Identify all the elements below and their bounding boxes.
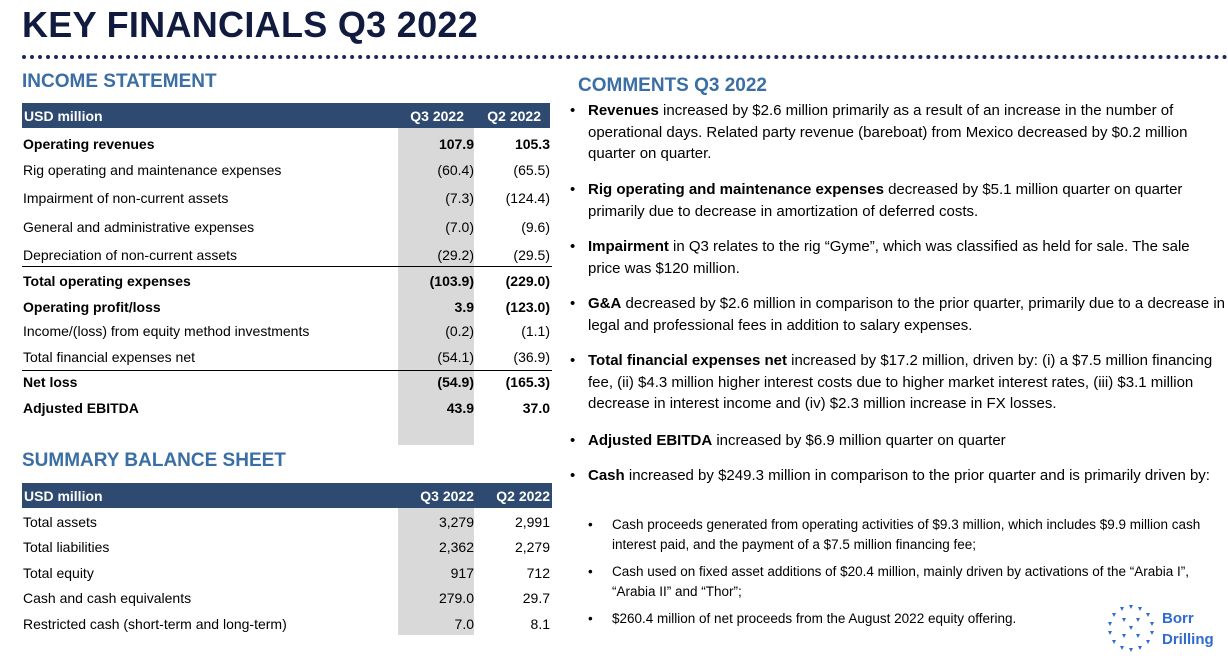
row-label: Total liabilities: [23, 539, 110, 555]
row-value-q3: 3,279: [438, 514, 474, 530]
row-value-q3: (7.3): [445, 190, 474, 206]
table-rule: [22, 266, 552, 267]
borr-drilling-logo-mark: [1106, 604, 1156, 652]
table-row: [22, 539, 552, 559]
row-label: Total financial expenses net: [23, 349, 195, 365]
comment-item: [570, 100, 1225, 166]
comment-text: [588, 100, 1225, 165]
table-row: [22, 247, 552, 267]
row-value-q3: (54.1): [437, 349, 474, 365]
comment-body: increased by $249.3 million in comparison to the prior quarter and is primarily driven by:: [624, 467, 1210, 484]
row-label: Restricted cash (short-term and long-term): [23, 616, 287, 632]
row-label: Total operating expenses: [23, 273, 191, 289]
row-value-q3: (7.0): [445, 219, 474, 235]
row-value-q3: (103.9): [429, 273, 474, 289]
table-row: [22, 323, 552, 343]
table-row: [22, 136, 552, 156]
table-row: [22, 374, 552, 394]
comment-keyword: Rig operating and maintenance expenses: [588, 181, 884, 198]
comment-text: [588, 293, 1225, 336]
comment-item: [570, 293, 1225, 337]
bullet-icon: •: [588, 564, 593, 579]
row-value-q3: (60.4): [437, 162, 474, 178]
row-value-q2: 8.1: [530, 616, 550, 632]
row-value-q3: 107.9: [438, 136, 474, 152]
table-row: [22, 162, 552, 182]
bullet-icon: •: [570, 432, 576, 449]
row-value-q2: (9.6): [521, 219, 550, 235]
bullet-icon: •: [570, 238, 576, 255]
balance-sheet-title: SUMMARY BALANCE SHEET: [22, 450, 286, 471]
comment-body: increased by $17.2 million, driven by: (i) a $7.5 million financing fee, (ii) $4.3 million higher interest costs due to higher market interest rates, (iii) $3.1 million decrease in interest income and (iv) $2.3 million increase in FX losses.: [588, 352, 1213, 412]
comment-keyword: Impairment: [588, 238, 669, 255]
row-value-q3: 2,362: [438, 539, 474, 555]
table-row: [22, 590, 552, 610]
table-rule: [22, 370, 552, 371]
table-row: [22, 514, 552, 534]
row-value-q3: 7.0: [454, 616, 474, 632]
page-title: KEY FINANCIALS Q3 2022: [22, 4, 479, 45]
row-value-q2: (29.5): [513, 247, 550, 263]
row-value-q2: 2,991: [514, 514, 550, 530]
bullet-icon: •: [588, 611, 593, 626]
header-q2: Q2 2022: [496, 488, 550, 504]
income-statement-title: INCOME STATEMENT: [22, 71, 217, 92]
row-value-q3: 3.9: [454, 299, 474, 315]
comment-item: [570, 350, 1225, 416]
row-label: General and administrative expenses: [23, 219, 255, 235]
row-value-q3: 43.9: [446, 400, 474, 416]
row-value-q2: 712: [526, 565, 550, 581]
table-row: [22, 616, 552, 636]
comment-keyword: G&A: [588, 295, 622, 312]
row-value-q3: 917: [450, 565, 474, 581]
row-value-q2: (65.5): [513, 162, 550, 178]
bullet-icon: •: [570, 352, 576, 369]
row-label: Impairment of non-current assets: [23, 190, 229, 206]
bullet-icon: •: [588, 517, 593, 532]
table-row: [22, 565, 552, 585]
header-q3: Q3 2022: [410, 108, 464, 124]
row-label: Depreciation of non-current assets: [23, 247, 237, 263]
row-label: Income/(loss) from equity method investments: [23, 323, 310, 339]
comment-sub-text: $260.4 million of net proceeds from the August 2022 equity offering.: [612, 611, 1017, 626]
header-label: USD million: [24, 108, 103, 124]
table-row: [22, 219, 552, 239]
row-value-q2: (229.0): [505, 273, 550, 289]
row-label: Net loss: [23, 374, 78, 390]
comment-body: in Q3 relates to the rig “Gyme”, which was classified as held for sale. The sale price was $120 million.: [588, 238, 1190, 277]
bullet-icon: •: [570, 467, 576, 484]
comment-keyword: Adjusted EBITDA: [588, 432, 713, 449]
table-row: [22, 400, 552, 420]
table-row: [22, 190, 552, 210]
comment-keyword: Revenues: [588, 102, 659, 119]
bullet-icon: •: [570, 181, 576, 198]
comment-item: [570, 236, 1225, 280]
comment-sub-text: Cash used on fixed asset additions of $20.4 million, mainly driven by activations of the “Arabia I”, “Arabia II” and “Thor”;: [612, 564, 1190, 599]
row-label: Total equity: [23, 565, 94, 581]
comment-text: [588, 350, 1225, 415]
header-q3: Q3 2022: [420, 488, 474, 504]
row-label: Adjusted EBITDA: [23, 400, 139, 416]
comment-sub-item: [588, 515, 1225, 555]
balance-sheet-table: [22, 483, 552, 638]
row-label: Total assets: [23, 514, 97, 530]
row-value-q2: (36.9): [513, 349, 550, 365]
comment-body: increased by $2.6 million primarily as a result of an increase in the number of operational days. Related party revenue (bareboat) from Mexico decreased by $0.2 million quarter on quarter.: [588, 102, 1188, 162]
row-value-q2: 29.7: [522, 590, 550, 606]
comment-body: decreased by $5.1 million quarter on quarter primarily due to decrease in amortization of deferred costs.: [588, 181, 1183, 220]
bullet-icon: •: [570, 102, 576, 119]
table-row: [22, 299, 552, 319]
comment-item: [570, 430, 1225, 452]
income-table-header: [22, 103, 550, 128]
row-value-q2: (165.3): [505, 374, 550, 390]
row-value-q2: 2,279: [514, 539, 550, 555]
row-label: Cash and cash equivalents: [23, 590, 192, 606]
header-q2: Q2 2022: [487, 108, 541, 124]
logo-text: [1162, 608, 1214, 650]
row-value-q2: (1.1): [521, 323, 550, 339]
row-value-q2: (124.4): [505, 190, 550, 206]
row-label: Operating profit/loss: [23, 299, 161, 315]
bullet-icon: •: [570, 295, 576, 312]
table-row: [22, 273, 552, 293]
comment-text: [588, 430, 1225, 452]
row-value-q2: 105.3: [514, 136, 550, 152]
comment-item: [570, 465, 1225, 509]
title-divider: [22, 55, 1228, 59]
comment-text: [588, 236, 1225, 279]
comments-title: COMMENTS Q3 2022: [578, 75, 767, 96]
comment-keyword: Cash: [588, 467, 625, 484]
comment-item: [570, 179, 1225, 223]
header-label: USD million: [24, 488, 103, 504]
table-row: [22, 349, 552, 369]
row-value-q3: (29.2): [437, 247, 474, 263]
comment-text: [588, 179, 1225, 222]
row-value-q2: (123.0): [505, 299, 550, 315]
balance-table-header: [22, 483, 552, 508]
comment-sub-item: [588, 562, 1225, 602]
row-value-q3: (54.9): [437, 374, 474, 390]
row-label: Operating revenues: [23, 136, 155, 152]
comment-body: decreased by $2.6 million in comparison to the prior quarter, primarily due to a decrease in legal and professional fees in addition to salary expenses.: [588, 295, 1225, 334]
logo-line2: Drilling: [1162, 631, 1214, 648]
comment-body: increased by $6.9 million quarter on quarter: [712, 432, 1006, 449]
row-label: Rig operating and maintenance expenses: [23, 162, 282, 178]
comment-sub-text: Cash proceeds generated from operating activities of $9.3 million, which includes $9.9 million cash interest paid, and the payment of a $7.5 million financing fee;: [612, 517, 1201, 552]
company-logo: [1106, 604, 1226, 652]
logo-line1: Borr: [1162, 610, 1194, 627]
row-value-q3: 279.0: [438, 590, 474, 606]
row-value-q3: (0.2): [445, 323, 474, 339]
comment-keyword: Total financial expenses net: [588, 352, 787, 369]
row-value-q2: 37.0: [522, 400, 550, 416]
comment-text: [588, 465, 1225, 487]
income-statement-table: [22, 103, 552, 448]
